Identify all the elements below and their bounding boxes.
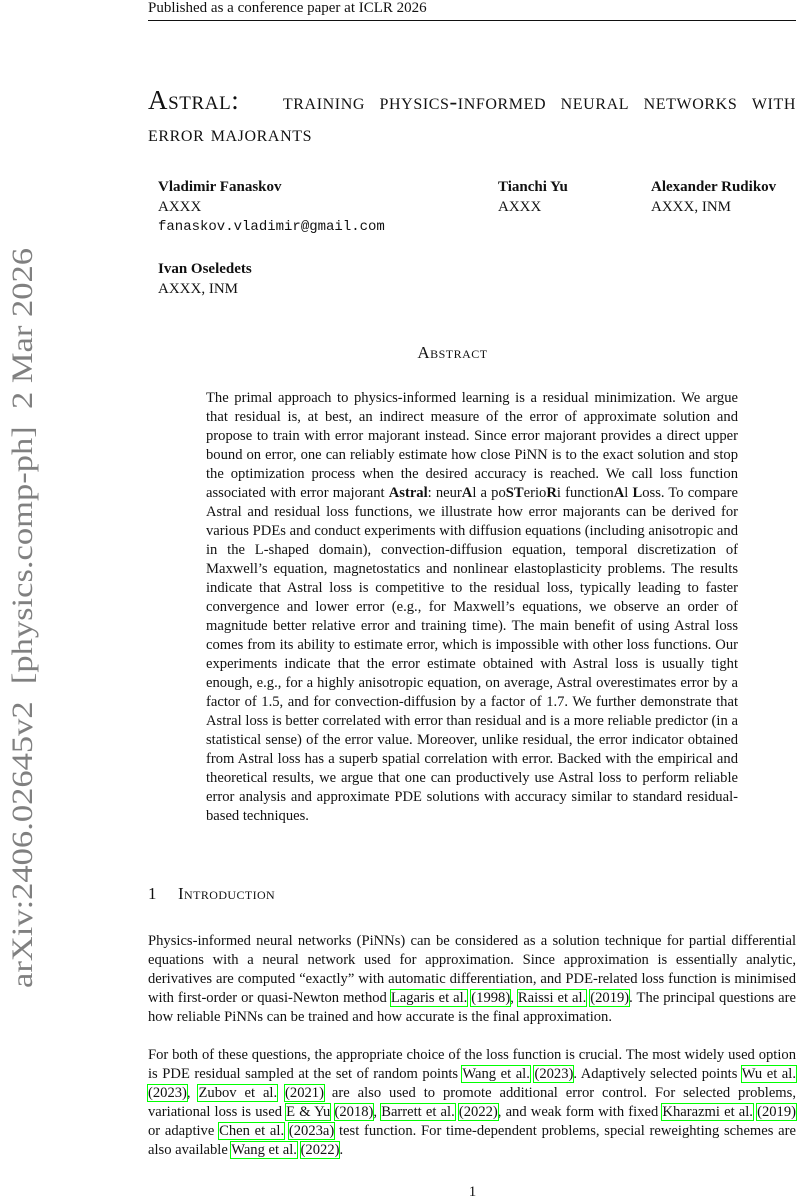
author-affiliation: AXXX (158, 199, 202, 215)
citation-year-link[interactable]: (2023a) (288, 1123, 335, 1139)
author-affiliation: AXXX, INM (158, 281, 238, 297)
citation-year-link[interactable]: (2023) (534, 1066, 574, 1082)
author-block (498, 177, 568, 217)
author-name: Alexander Rudikov (651, 179, 777, 195)
intro-paragraph-2: For both of these questions, the appropriate choice of the loss function is crucial. The most widely used option is PDE residual sampled at the set of random points Wang et al. (2023). Adaptively selected points Wu et al. (2023), Zubov et al. (2021) are also used to promote additional error control. For selected problems, variational loss is used E & Yu (2018), Barrett et al. (2022), and weak form with fixed Kharazmi et al. (2019) or adaptive Chen et al. (2023a) test function. For time-dependent problems, special reweighting schemes are also available Wang et al. (2022). (148, 1047, 797, 1158)
citation-link[interactable]: Chen et al. (219, 1123, 285, 1139)
author-name: Ivan Oseledets (158, 261, 252, 277)
section-title: Introduction (178, 884, 276, 903)
title-rest: training physics-informed neural networks with error majorants (148, 89, 796, 146)
citation-link[interactable]: Wang et al. (462, 1066, 530, 1082)
citation-year-link[interactable]: (2019) (590, 990, 630, 1006)
author-email[interactable]: fanaskov.vladimir@gmail.com (158, 219, 385, 235)
header-rule (148, 20, 796, 21)
paper-title (148, 84, 796, 150)
author-name: Vladimir Fanaskov (158, 179, 282, 195)
title-lead: Astral: (148, 85, 240, 115)
citation-year-link[interactable]: (1998) (471, 990, 511, 1006)
citation-year-link[interactable]: (2022) (458, 1104, 498, 1120)
author-affiliation: AXXX (498, 199, 542, 215)
author-block (158, 259, 252, 299)
abstract-heading: Abstract (417, 343, 488, 362)
citation-link[interactable]: E & Yu (286, 1104, 331, 1120)
citation-link[interactable]: Wang et al. (231, 1142, 297, 1158)
author-block (651, 177, 776, 217)
citation-year-link[interactable]: (2021) (285, 1085, 324, 1101)
citation-link[interactable]: Barrett et al. (381, 1104, 455, 1120)
citation-year-link[interactable]: (2022) (300, 1142, 340, 1158)
citation-year-link[interactable]: (2023) (148, 1085, 187, 1101)
citation-year-link[interactable]: (2019) (757, 1104, 797, 1120)
author-block (158, 177, 385, 237)
section-number: 1 (148, 884, 157, 903)
citation-link[interactable]: Kharazmi et al. (662, 1104, 753, 1120)
citation-link[interactable]: Wu et al. (741, 1066, 796, 1082)
citation-link[interactable]: Zubov et al. (198, 1085, 278, 1101)
author-affiliation: AXXX, INM (651, 199, 731, 215)
abstract-body: The primal approach to physics-informed learning is a residual minimization. We argue that residual is, at best, an indirect measure of the error of approximate solution and propose to train with error majorant instead. Since error majorant provides a direct upper bound on error, one can reliably estimate how close PiNN is to the exact solution and stop the optimization process when the desired accuracy is reached. We call loss function associated with error majorant Astral: neurAl a poSTerioRi functionAl Loss. To compare Astral and residual loss functions, we illustrate how error majorants can be derived for various PDEs and conduct experiments with diffusion equations (including anisotropic and in the L-shaped domain), convection-diffusion equation, temporal discretization of Maxwell’s equation, magnetostatics and nonlinear elastoplasticity problems. The results indicate that Astral loss is competitive to the residual loss, typically leading to faster convergence and lower error (e.g., for Maxwell’s equations, we observe an order of magnitude better relative error and training time). The main benefit of using Astral loss comes from its ability to estimate error, which is impossible with other loss functions. Our experiments indicate that the error estimate obtained with Astral loss is usually tight enough, e.g., for a highly anisotropic equation, on average, Astral overestimates error by a factor of 1.5, and for convection-diffusion by a factor of 1.7. We further demonstrate that Astral loss is better correlated with error than residual and is a more reliable predictor (in a statistical sense) of the error value. Moreover, unlike residual, the error indicator obtained from Astral loss has a superb spatial correlation with error. Backed with the empirical and theoretical results, we argue that one can productively use Astral loss to perform reliable error analysis and approximate PDE solutions with accuracy similar to standard residual-based techniques. (206, 390, 738, 824)
running-header: Published as a conference paper at ICLR 2026 (148, 0, 427, 16)
intro-paragraph-1: Physics-informed neural networks (PiNNs) can be considered as a solution technique for partial differential equations with a neural network used for approximation. Since approximation is essentially analytic, derivatives are computed “exactly” with automatic differentiation, and PDE-related loss function is minimised with first-order or quasi-Newton method Lagaris et al. (1998), Raissi et al. (2019). The principal questions are how reliable PiNNs can be trained and how accurate is the final approximation. (148, 933, 796, 1025)
citation-link[interactable]: Lagaris et al. (390, 990, 468, 1006)
arxiv-stamp-text: arXiv:2406.02645v2 [physics.comp-ph] 2 Mar 2026 (6, 344, 39, 988)
citation-link[interactable]: Raissi et al. (517, 990, 587, 1006)
citation-year-link[interactable]: (2018) (334, 1104, 374, 1120)
section-heading-introduction (148, 884, 275, 904)
page-number: 1 (468, 1184, 477, 1200)
author-name: Tianchi Yu (498, 179, 568, 195)
